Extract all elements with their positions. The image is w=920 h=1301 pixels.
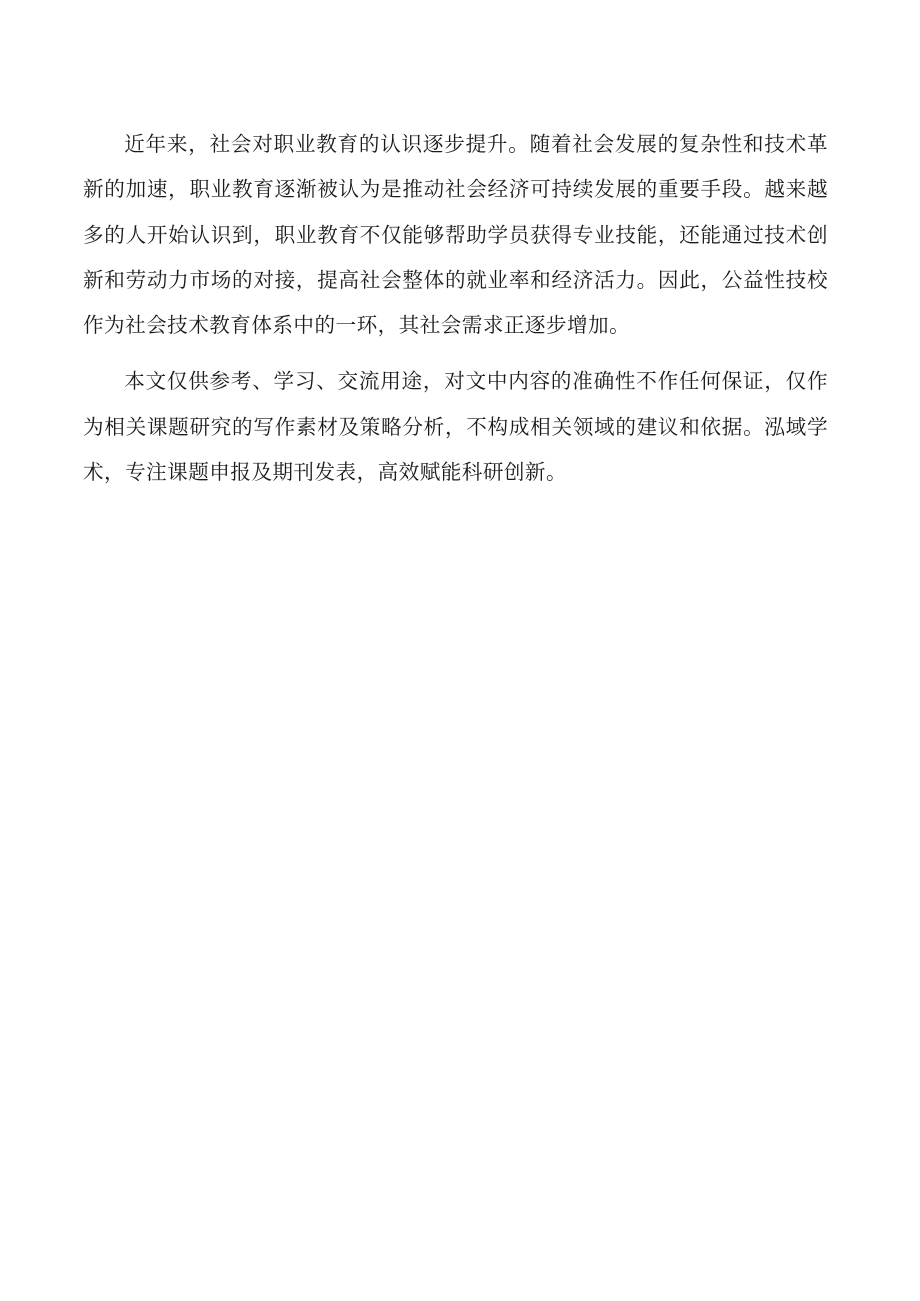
paragraph-vocational-education: 近年来，社会对职业教育的认识逐步提升。随着社会发展的复杂性和技术革新的加速，职业教育逐渐被认为是推动社会经济可持续发展的重要手段。越来越多的人开始认识到，职业教育不仅能够帮助学员获得专业技能，还能通过技术创新和劳动力市场的对接，提高社会整体的就业率和经济活力。因此，公益性技校作为社会技术教育体系中的一环，其社会需求正逐步增加。 xyxy=(83,132,828,338)
paragraph-disclaimer: 本文仅供参考、学习、交流用途，对文中内容的准确性不作任何保证，仅作为相关课题研究的写作素材及策略分析，不构成相关领域的建议和依据。泓域学术，专注课题申报及期刊发表，高效赋能科研创新。 xyxy=(83,369,828,485)
document-body xyxy=(83,122,828,495)
